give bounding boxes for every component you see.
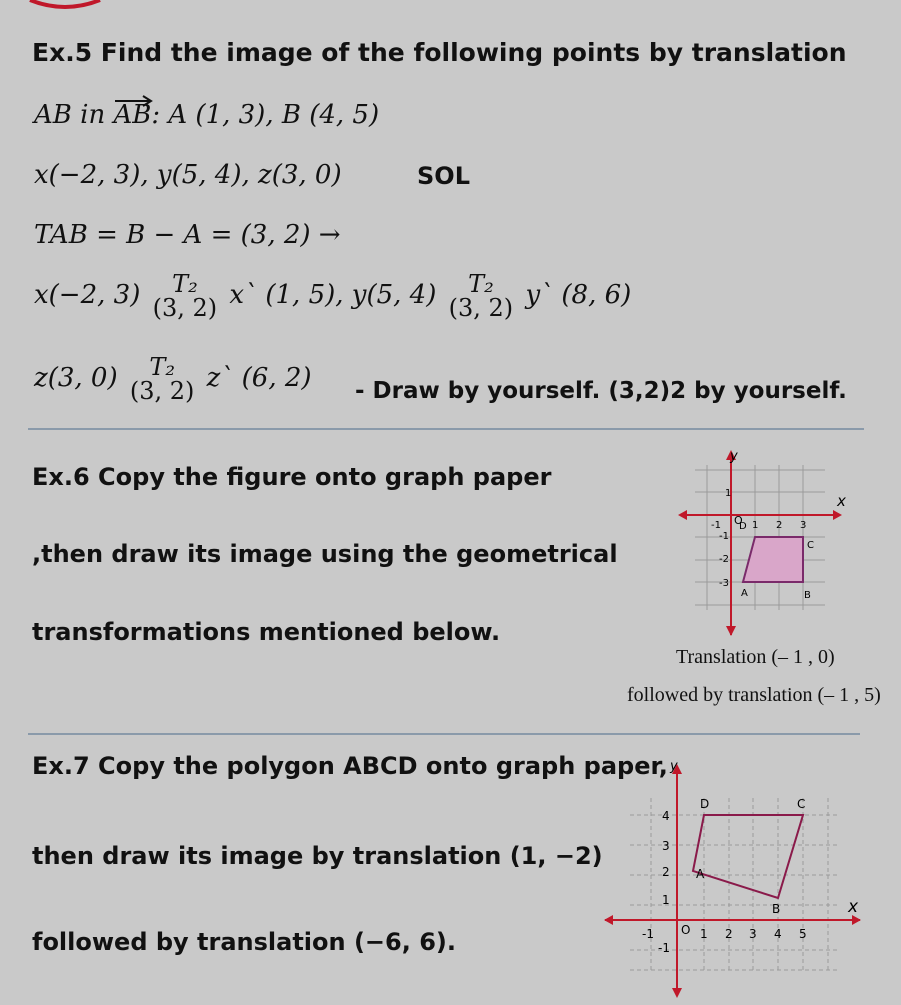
section-divider bbox=[28, 733, 860, 735]
y-tick: -1 bbox=[658, 941, 670, 955]
point-label: D bbox=[739, 521, 747, 532]
y-tick: 1 bbox=[725, 488, 732, 499]
y-tick: 2 bbox=[662, 865, 670, 879]
x-tick: -1 bbox=[711, 520, 721, 531]
ex7-line1: Ex.7 Copy the polygon ABCD onto graph paper, bbox=[32, 752, 668, 780]
y-tick: -3 bbox=[719, 578, 729, 589]
t-label: T₂ bbox=[149, 353, 175, 381]
ex5-title: Ex.5 Find the image of the following points by translation bbox=[32, 38, 847, 67]
y-axis-label: y bbox=[670, 759, 678, 774]
x-image: x` (1, 5), bbox=[229, 280, 344, 310]
y-tick: 3 bbox=[662, 839, 670, 853]
point-label: B bbox=[772, 902, 781, 916]
ex7-line2: then draw its image by translation (1, −2) bbox=[32, 842, 603, 870]
x-arrow-icon bbox=[833, 510, 842, 520]
x-arrow-icon bbox=[604, 915, 613, 925]
polygon-abcd bbox=[693, 815, 803, 898]
t-label: T₂ bbox=[172, 270, 198, 298]
y-image: y` (8, 6) bbox=[525, 280, 632, 310]
x-tick: -1 bbox=[642, 927, 654, 941]
point-label: C bbox=[807, 540, 814, 551]
ex6-line1: Ex.6 Copy the figure onto graph paper bbox=[32, 463, 552, 491]
t-vector: (3, 2) bbox=[152, 294, 218, 322]
t-vector: (3, 2) bbox=[129, 377, 195, 405]
ex5-line3: x(−2, 3), y(5, 4), z(3, 0) bbox=[34, 160, 342, 190]
ex6-translation-1: Translation (– 1 , 0) bbox=[676, 646, 835, 668]
ex5-line5 bbox=[34, 272, 631, 320]
origin-label: O bbox=[734, 514, 743, 527]
translation-operator bbox=[130, 355, 195, 403]
ex5-line6 bbox=[34, 355, 312, 403]
top-red-arc bbox=[0, 0, 140, 12]
z-start: z(3, 0) bbox=[34, 363, 118, 393]
vector-arrow-icon bbox=[113, 94, 155, 108]
point-label: D bbox=[700, 797, 710, 811]
t-vector: (3, 2) bbox=[448, 294, 514, 322]
y-tick: 4 bbox=[662, 809, 670, 823]
x-tick: 3 bbox=[749, 927, 757, 941]
x-tick: 1 bbox=[752, 520, 759, 531]
point-label: A bbox=[741, 588, 748, 599]
z-image: z` (6, 2) bbox=[206, 363, 312, 393]
origin-label: O bbox=[681, 923, 691, 937]
y-tick: -2 bbox=[719, 554, 729, 565]
ex6-line3: transformations mentioned below. bbox=[32, 618, 501, 646]
sol-label: SOL bbox=[417, 162, 470, 190]
x-axis-label: x bbox=[837, 492, 846, 510]
ex6-translation-2: followed by translation (– 1 , 5) bbox=[627, 684, 881, 706]
y-tick: -1 bbox=[719, 531, 729, 542]
ex5-line2-text: AB in AB: A (1, 3), B (4, 5) bbox=[34, 100, 380, 130]
t-label: T₂ bbox=[468, 270, 494, 298]
translation-operator bbox=[449, 272, 514, 320]
point-label: C bbox=[797, 797, 806, 811]
x-tick: 2 bbox=[776, 520, 783, 531]
x-tick: 3 bbox=[800, 520, 807, 531]
x-start: x(−2, 3) bbox=[34, 280, 141, 310]
y-axis-label: y bbox=[730, 449, 738, 464]
ex5-note: - Draw by yourself. (3,2)2 by yourself. bbox=[355, 378, 847, 404]
x-tick: 2 bbox=[725, 927, 733, 941]
ex7-line3: followed by translation (−6, 6). bbox=[32, 928, 456, 956]
x-axis-label: x bbox=[848, 897, 859, 917]
ex6-line2: ,then draw its image using the geometrical bbox=[32, 540, 618, 568]
ex5-line4: TAB = B − A = (3, 2) → bbox=[34, 220, 341, 250]
shape-abcd bbox=[743, 537, 803, 582]
ex6-graph bbox=[675, 440, 855, 650]
y-tick: 1 bbox=[662, 893, 670, 907]
point-label: A bbox=[696, 867, 705, 881]
x-tick: 5 bbox=[799, 927, 807, 941]
y-arrow-icon bbox=[726, 626, 736, 636]
x-tick: 4 bbox=[774, 927, 782, 941]
x-tick: 1 bbox=[700, 927, 708, 941]
point-label: B bbox=[804, 590, 811, 601]
section-divider bbox=[28, 428, 864, 430]
y-arrow-icon bbox=[672, 988, 682, 998]
ex5-line2 bbox=[34, 100, 379, 130]
x-arrow-icon bbox=[678, 510, 687, 520]
ex7-graph bbox=[600, 758, 890, 1000]
y-start: y(5, 4) bbox=[351, 280, 437, 310]
translation-operator bbox=[153, 272, 218, 320]
